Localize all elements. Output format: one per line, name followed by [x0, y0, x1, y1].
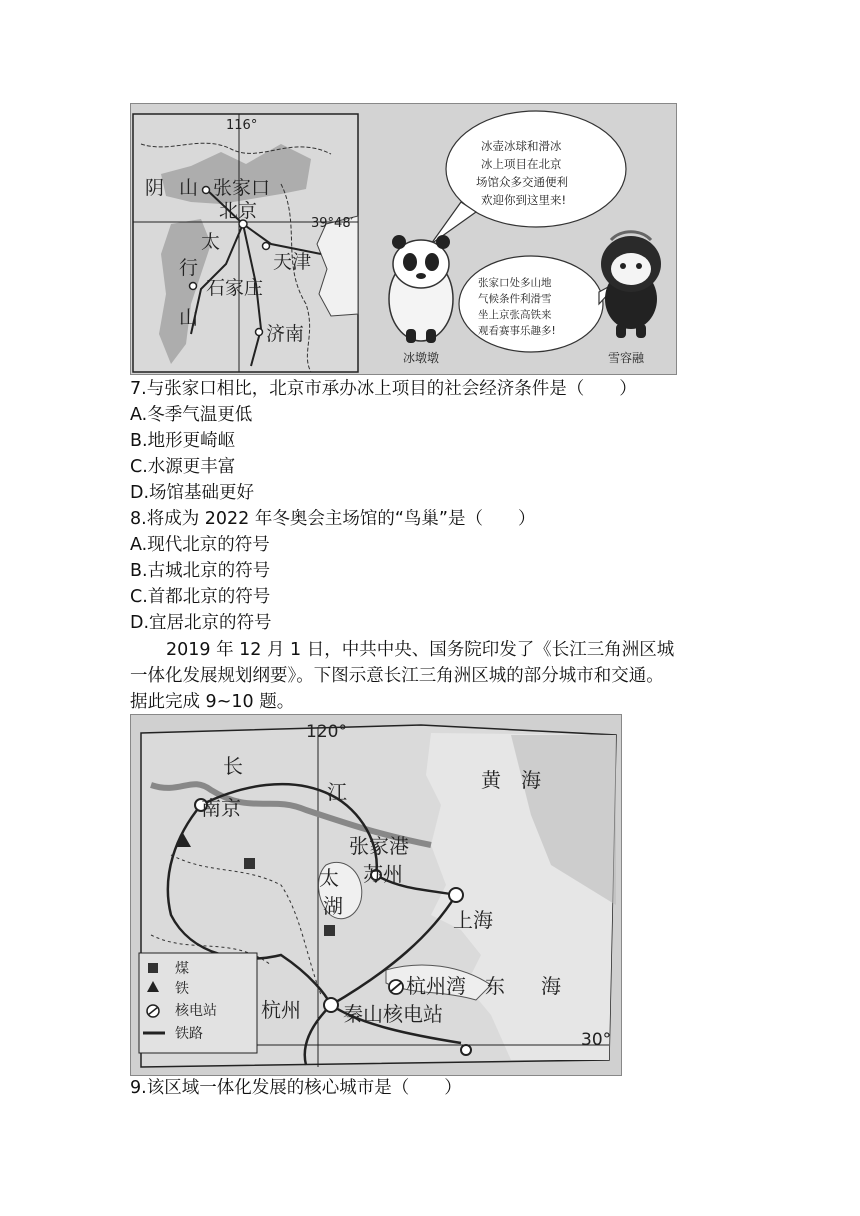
winter-olympics-figure [130, 103, 677, 375]
label-tianjin: 天津 [273, 251, 312, 273]
label-taihang-2: 行 [179, 257, 199, 279]
bubble1-line-4: 欢迎你到这里来! [481, 193, 567, 207]
label-yinshan-1: 阴 [145, 177, 165, 199]
label-qinshan: 秦山核电站 [343, 1002, 443, 1026]
label-hangzhou: 杭州 [261, 998, 301, 1022]
shuey-rhon-rhon-illustration [601, 232, 661, 338]
q8-option-c: C.首都北京的符号 [130, 587, 271, 607]
label-taihang-1: 太 [201, 231, 221, 253]
q8-option-b: B.古城北京的符号 [130, 561, 271, 581]
legend-coal: 煤 [175, 961, 189, 977]
label-beijing: 北京 [219, 200, 258, 222]
intro-line-1: 2019 年 12 月 1 日，中共中央、国务院印发了《长江三角洲区城 [166, 640, 675, 660]
q9-stem: 9.该区域一体化发展的核心城市是（ ） [130, 1078, 462, 1098]
legend-iron: 铁 [175, 981, 189, 997]
bubble1-line-2: 冰上项目在北京 [481, 157, 562, 171]
label-jiang: 江 [327, 780, 347, 804]
winter-olympics-map [131, 104, 676, 374]
coal-icon [148, 963, 158, 973]
label-hu: 湖 [323, 894, 343, 918]
intro-line-3: 据此完成 9~10 题。 [130, 692, 295, 712]
label-shijiazhuang: 石家庄 [206, 277, 264, 299]
mascot2-name: 雪容融 [608, 351, 645, 365]
label-taihang-3: 山 [179, 307, 199, 329]
label-jinan: 济南 [266, 323, 305, 345]
label-suzhou: 苏州 [363, 862, 403, 886]
longitude-label: 116° [226, 118, 258, 133]
bubble2-line-4: 观看赛事乐趣多! [478, 325, 556, 337]
latitude-label-2: 30° [581, 1030, 612, 1050]
label-yinshan-2: 山 [179, 177, 199, 199]
legend-railway: 铁路 [175, 1026, 203, 1042]
label-hai: 海 [541, 974, 561, 998]
q7-stem: 7.与张家口相比，北京市承办冰上项目的社会经济条件是（ ） [130, 379, 637, 399]
map-legend [139, 953, 257, 1053]
q7-option-c: C.水源更丰富 [130, 457, 236, 477]
q8-option-a: A.现代北京的符号 [130, 535, 270, 555]
longitude-label-2: 120° [306, 722, 347, 742]
label-chang: 长 [223, 754, 243, 778]
label-hangzhouwan: 杭州湾 [406, 974, 466, 998]
label-shanghai: 上海 [453, 908, 493, 932]
q8-stem: 8.将成为 2022 年冬奥会主场馆的“鸟巢”是（ ） [130, 509, 536, 529]
label-zhangjiagang: 张家港 [349, 834, 409, 858]
latitude-label: 39°48′ [311, 216, 354, 231]
yangtze-delta-figure [130, 714, 622, 1076]
bubble2-line-1: 张家口处多山地 [478, 277, 552, 289]
label-tai: 太 [319, 866, 339, 890]
legend-nuclear: 核电站 [175, 1003, 217, 1019]
q7-option-b: B.地形更崎岖 [130, 431, 236, 451]
bubble2-line-2: 气候条件利滑雪 [478, 293, 552, 305]
label-huanghai: 黄 海 [481, 768, 541, 792]
bubble1-line-1: 冰壶冰球和滑冰 [481, 139, 562, 153]
label-nanjing: 南京 [201, 796, 241, 820]
q8-option-d: D.宜居北京的符号 [130, 613, 272, 633]
bubble1-line-3: 场馆众多交通便利 [476, 175, 568, 189]
q7-option-d: D.场馆基础更好 [130, 483, 255, 503]
intro-line-2: 一体化发展规划纲要》。下图示意长江三角洲区城的部分城市和交通。 [130, 666, 664, 686]
label-dong: 东 [485, 974, 505, 998]
mascot1-name: 冰墩墩 [403, 351, 440, 365]
bubble2-line-3: 坐上京张高铁来 [478, 309, 552, 321]
bing-dwen-dwen-illustration [389, 235, 453, 343]
yangtze-delta-map [131, 715, 621, 1075]
label-zhangjiakou: 张家口 [213, 177, 271, 199]
q7-option-a: A.冬季气温更低 [130, 405, 253, 425]
